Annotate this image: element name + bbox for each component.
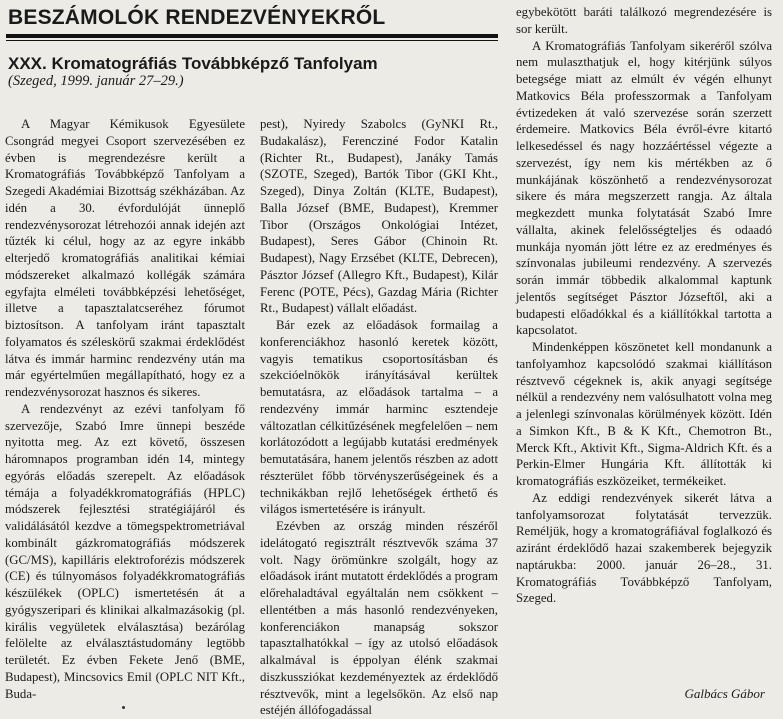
- paragraph: Ezévben az ország minden részéről idelátogató regisztrált résztvevők száma 37 volt. Nagy örömünkre szolgált, hogy az előadások iránt mutatott érdeklődés a program előrehaladtával egyáltalán nem csökkent – ellentétben a más hasonló rendezvényeken, konferenciákon manapság sokszor tapasztalhatókkal – így az utolsó előadások alkalmával is éppolyan élénk szakmai diszkussziókat kezdeményeztek az érdeklődő résztvevők, mint a legelsőkön. Az első nap estéjén állófogadással: [260, 519, 498, 718]
- paragraph: A rendezvényt az ezévi tanfolyam fő szervezője, Szabó Imre ünnepi beszéde nyitotta meg. Az ezt követő, összesen háromnapos programban idén 14, mintegy egyórás előadás szerepelt. Az előadások témája a folyadékkromatográfiás (HPLC) módszerek fejlesztési stratégiájáról és validálásától kezdve a tömegspektrometriával kombinált gázkromatográfiás módszerek (GC/MS), kapilláris elektroforézis módszerek (CE) és túlnyomásos folyadékkromatográfiás készülékek (OPLC) ismertetésén át a gyógyszeripari és klinikai alkalmazásokig (pl. királis vegyületek elválasztása) bezárólag felölelte az elválasztástudomány legtöbb területét. Ez évben Fekete Jenő (BME, Budapest), Mincsovics Emil (OPLC NIT Kft., Buda-: [5, 401, 245, 701]
- paragraph: pest), Nyiredy Szabolcs (GyNKI Rt., Budakalász), Ferencziné Fodor Katalin (Richter Rt., Budapest), Janáky Tamás (SZOTE, Szeged), Bartók Tibor (GKI Kht., Szeged), Dinya Zoltán (KLTE, Budapest), Balla József (BME, Budapest), Kremmer Tibor (Országos Onkológiai Intézet, Budapest), Seres Gábor (Chinoin Rt. Budapest), Nagy Erzsébet (KLTE, Debrecen), Pásztor József (Allegro Kft., Budapest), Kilár Ferenc (POTE, Pécs), Gazdag Mária (Richter Rt., Budapest) vállalt előadást.: [260, 117, 498, 316]
- column-1: [5, 116, 245, 702]
- page-mark: [122, 706, 125, 709]
- paragraph: A Kromatográfiás Tanfolyam sikeréről szólva nem mulaszthatjuk el, hogy kitérjünk súlyos betegsége miatt az elmúlt év végén elhunyt Matkovics Béla professzormak a Tanfolyam évtizedeken át való szervezése során szerzett érdemeire. Matkovics Béla évről-évre kitartó lelkesedéssel és nagy hozzáértéssel végezte a szervezést, így nem kis mértékben az ő munkájának köszönhető a rendezvénysorozat sikere és mára megszerzett rangja. Az általa megkezdett munka folytatását Szabó Imre vállalta, akinek felelősségteljes és odaadó munkája nyomán jött létre ez az eredményes és színvonalas jubileumi rendezvény. A szervezés során immár többedik alkalommal kaptunk jelentős segítséget Pásztor Józseftől, aki a budapesti előadókkal és a kiállítókkal tartotta a kapcsolatot.: [516, 38, 772, 338]
- column-3: [516, 4, 772, 607]
- article-subtitle: (Szeged, 1999. január 27–29.): [8, 73, 184, 89]
- paragraph: egybekötött baráti találkozó megrendezésére is sor került.: [516, 5, 772, 36]
- paragraph: Bár ezek az előadások formailag a konferenciákhoz hasonló keretek között, vagyis tematikus csoportosításban és szekcióelnökök irányításával kerültek bemutatásra, az előadások tartalma – a rendezvény immár harminc esztendeje változatlan célkitűzésének megfelelően – nem korlátozódott a legújabb kutatási eredmények bemutatására, hanem jelentős részben az adott részterület főbb törvényszerűségeinek és a technikákban rejlő lehetőségek érthető és világos ismertetésére is irányult.: [260, 318, 498, 517]
- paragraph: Mindenképpen köszönetet kell mondanunk a tanfolyamhoz kapcsolódó szakmai kiállításon résztvevő cégeknek is, akik anyagi segítsége nélkül a rendezvény nem valósulhatott volna meg a jelenlegi színvonalas körülmények között. Idén a Simkon Kft., B & K Kft., Chemotron Bt., Merck Kft., Aktivit Kft., Sigma-Aldrich Kft. és a Perkin-Elmer Hungária Kft. állították ki kromatográfiás eszközeiket, termékeiket.: [516, 340, 772, 488]
- article-title: XXX. Kromatográfiás Továbbképző Tanfolyam: [8, 54, 378, 73]
- column-2: [260, 116, 498, 719]
- section-rule-thick: [6, 34, 498, 38]
- author-signature: Galbács Gábor: [684, 686, 765, 701]
- section-title: BESZÁMOLÓK RENDEZVÉNYEKRŐL: [8, 6, 386, 29]
- section-rule-thin: [6, 40, 498, 41]
- paragraph: A Magyar Kémikusok Egyesülete Csongrád megyei Csoport szervezésében ez évben is megrendezésre került a Kromatográfiás Továbbképző Tanfolyam a Szegedi Akadémiai Bizottság székházában. Az idén a 30. évfordulóját ünneplő rendezvénysorozat létrehozói annak idején azt tűzték ki célul, hogy az az egyre inkább elterjedő kromatográfiás analitikai kémiai módszereket alkalmazó kollégák számára egyfajta elméleti továbbképzési lehetőséget, illetve a tapasztalatcseréhez fórumot biztosítson. A tanfolyam iránt tapasztalt folyamatos és széleskörű szakmai érdeklődést látva és immár harminc rendezvény után ma már egyértelműen megállapítható, hogy ez a rendezvénysorozat hasznos és sikeres.: [5, 117, 245, 399]
- paragraph: Az eddigi rendezvények sikerét látva a tanfolyamsorozat folytatását tervezzük. Reméljük, hogy a kromatográfiával foglalkozó és aziránt érdeklődő hazai szakemberek bejegyzik naptárukba: 2000. január 26–28., 31. Kromatográfiás Továbbképző Tanfolyam, Szeged.: [516, 490, 772, 606]
